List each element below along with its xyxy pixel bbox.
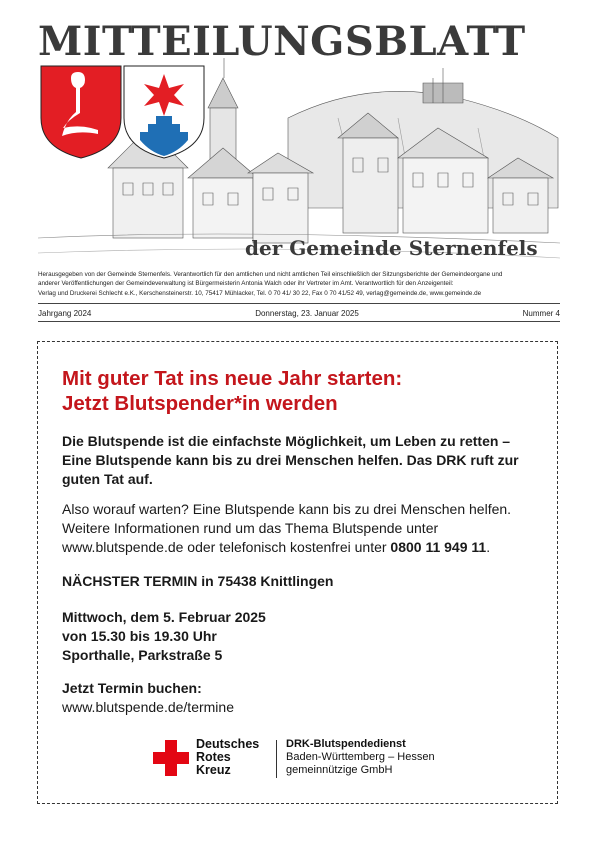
- ad-body: [62, 500, 542, 557]
- imprint-line: Herausgegeben von der Gemeinde Sternenfels. Verantwortlich für den amtlichen und nicht amtlichen Teil einschließlich der Sitzungsberichte der Gemeindeorgane und: [38, 271, 503, 278]
- imprint: [38, 270, 560, 298]
- issue-volume: Jahrgang 2024: [38, 309, 92, 318]
- red-cross-icon: [153, 740, 189, 776]
- coat-of-arms-red-icon: [41, 66, 121, 158]
- logo-name-line: Kreuz: [196, 763, 231, 777]
- imprint-line: anderer Veröffentlichungen der Gemeindeverwaltung ist Bürgermeisterin Antonia Walch oder ihr Vertreter im Amt. Verantwortlich für den Anzeigenteil:: [38, 280, 454, 288]
- ad-headline-line-1: Mit guter Tat ins neue Jahr starten:: [62, 367, 403, 390]
- next-appointment-heading: NÄCHSTER TERMIN in 75438 Knittlingen: [62, 573, 334, 589]
- appointment-day: Mittwoch, dem 5. Februar 2025: [62, 609, 266, 625]
- logo-name-line: Rotes: [196, 750, 231, 764]
- org-region: Baden-Württemberg – Hessen: [286, 751, 435, 763]
- ad-headline: [62, 366, 532, 416]
- coat-of-arms-star-icon: [124, 66, 204, 158]
- appointment-place: Sporthalle, Parkstraße 5: [62, 647, 223, 663]
- hotline-number: 0800 11 949 11: [390, 539, 487, 555]
- booking-info: [62, 679, 234, 717]
- divider: [38, 321, 560, 322]
- issue-date: Donnerstag, 23. Januar 2025: [255, 309, 359, 318]
- appointment-time: von 15.30 bis 19.30 Uhr: [62, 628, 217, 644]
- booking-link[interactable]: www.blutspende.de/termine: [62, 699, 234, 715]
- masthead-title: MITTEILUNGSBLATT: [38, 18, 526, 65]
- issue-number: Nummer 4: [522, 309, 560, 318]
- ad-body-text: Also worauf warten? Eine Blutspende kann bis zu drei Menschen helfen. Weitere Informationen rund um das Thema Blutspende unter www.blutspende.de oder telefonisch kostenfrei unter: [62, 501, 512, 555]
- divider: [38, 303, 560, 304]
- drk-logo-name: [196, 738, 259, 777]
- org-title: DRK-Blutspendedienst: [286, 738, 406, 750]
- masthead-subtitle: der Gemeinde Sternenfels: [245, 236, 538, 260]
- org-type: gemeinnützige GmbH: [286, 764, 393, 776]
- imprint-line: Verlag und Druckerei Schlecht e.K., Kerschensteinerstr. 10, 75417 Mühlacker, Tel. 0 70 41/ 30 22, Fax 0 70 41/52 49, verlag@gemeinde.de, www.gemeinde.de: [38, 289, 482, 297]
- logo-divider: [276, 740, 277, 778]
- drk-organization: [286, 738, 435, 777]
- booking-label: Jetzt Termin buchen:: [62, 680, 202, 696]
- issue-bar: [38, 309, 560, 318]
- ad-headline-line-2: Jetzt Blutspender*in werden: [62, 392, 338, 415]
- appointment-details: [62, 608, 266, 665]
- ad-body-end: .: [486, 539, 491, 555]
- ad-lead: Die Blutspende ist die einfachste Möglichkeit, um Leben zu retten – Eine Blutspende kann bis zu drei Menschen helfen. Das DRK ruft zur guten Tat auf.: [62, 433, 519, 487]
- logo-name-line: Deutsches: [196, 737, 260, 751]
